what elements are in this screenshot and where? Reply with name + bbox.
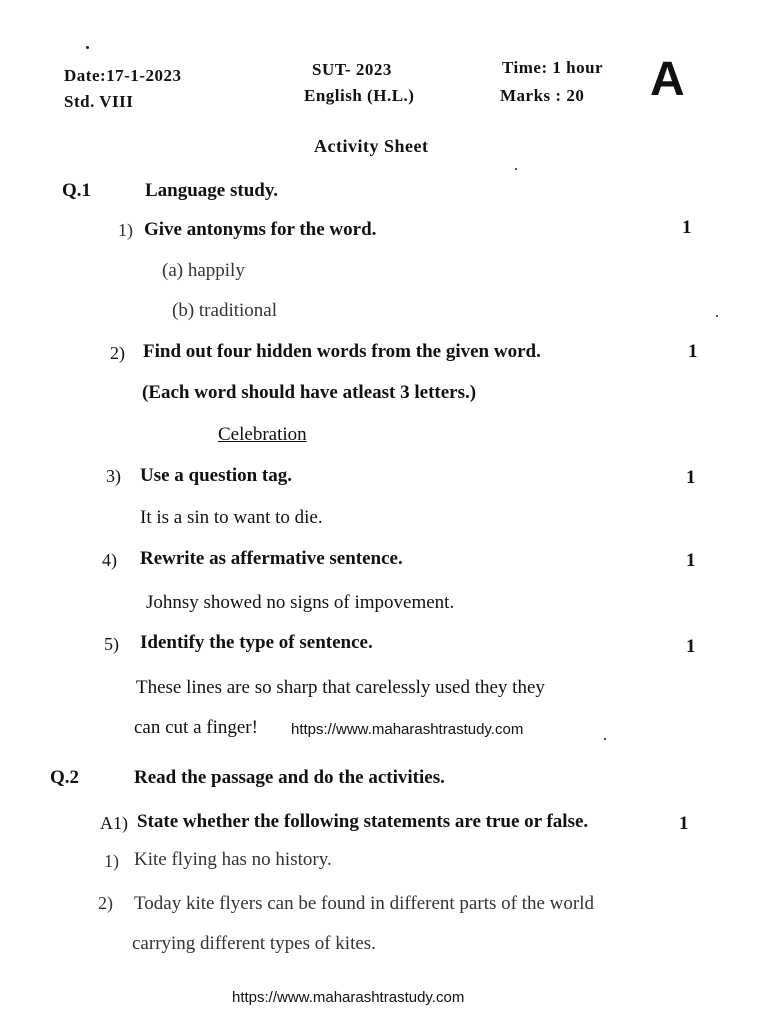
- page-title: Activity Sheet: [314, 136, 429, 156]
- q1-item4-marks: 1: [686, 550, 696, 571]
- scan-speck: [86, 46, 89, 49]
- q2-label: Q.2: [50, 767, 80, 788]
- scan-speck: [716, 315, 718, 317]
- q2-heading: Read the passage and do the activities.: [134, 767, 445, 788]
- q2-a1-text: State whether the following statements are true or false.: [137, 811, 589, 832]
- q2-a1-number: A1): [100, 813, 128, 833]
- q2-statement2-line2: carrying different types of kites.: [132, 933, 376, 954]
- q1-item5-number: 5): [104, 634, 119, 654]
- q2-statement1-text: Kite flying has no history.: [134, 849, 332, 870]
- q1-item1-text: Give antonyms for the word.: [144, 219, 377, 240]
- q1-item2-number: 2): [110, 343, 125, 363]
- scan-speck: [604, 738, 606, 740]
- q1-item3-sentence: It is a sin to want to die.: [140, 507, 323, 528]
- q1-item2-note: (Each word should have atleast 3 letters.): [142, 382, 477, 403]
- q1-item2-text: Find out four hidden words from the given word.: [143, 341, 541, 362]
- q1-heading: Language study.: [145, 180, 279, 201]
- watermark-url-inline: https://www.maharashtrastudy.com: [291, 721, 524, 738]
- q1-item4-number: 4): [102, 550, 117, 570]
- footer-url: https://www.maharashtrastudy.com: [232, 989, 465, 1006]
- q1-item5-text: Identify the type of sentence.: [140, 632, 373, 653]
- q2-a1-marks: 1: [679, 813, 689, 834]
- q1-label: Q.1: [62, 180, 92, 201]
- q1-item1-marks: 1: [682, 217, 692, 238]
- set-letter: A: [650, 53, 685, 106]
- exam-marks: Marks : 20: [500, 86, 585, 105]
- q1-item4-text: Rewrite as affermative sentence.: [140, 548, 403, 569]
- q2-statement2-line1: Today kite flyers can be found in different parts of the world: [134, 893, 594, 914]
- q1-item4-sentence: Johnsy showed no signs of impovement.: [146, 592, 455, 613]
- q1-item3-number: 3): [106, 466, 121, 486]
- q1-item5-sentence-line1: These lines are so sharp that carelessly used they they: [136, 677, 545, 698]
- exam-code: SUT- 2023: [312, 60, 392, 79]
- q1-item2-word: Celebration: [218, 424, 307, 445]
- q1-item1-sub-a: (a) happily: [162, 260, 245, 281]
- exam-subject: English (H.L.): [304, 86, 415, 105]
- exam-date: Date:17-1-2023: [64, 66, 182, 85]
- q1-item5-sentence-line2: can cut a finger!: [134, 717, 258, 738]
- exam-time: Time: 1 hour: [502, 58, 604, 77]
- q2-statement2-number: 2): [98, 893, 113, 913]
- scan-speck: [515, 168, 517, 170]
- exam-standard: Std. VIII: [64, 92, 134, 111]
- q1-item1-sub-b: (b) traditional: [172, 300, 277, 321]
- q1-item1-number: 1): [118, 220, 133, 240]
- q2-statement1-number: 1): [104, 851, 119, 871]
- q1-item3-text: Use a question tag.: [140, 465, 293, 486]
- q1-item3-marks: 1: [686, 467, 696, 488]
- q1-item2-marks: 1: [688, 341, 698, 362]
- q1-item5-marks: 1: [686, 636, 696, 657]
